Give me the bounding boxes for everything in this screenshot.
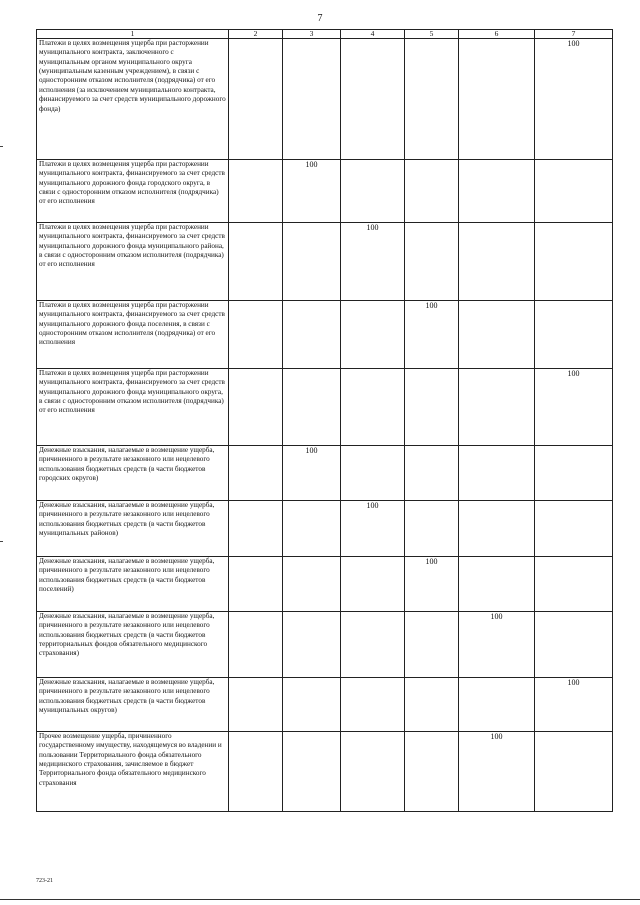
cell-col-7: 100 <box>535 369 613 446</box>
table-row <box>37 39 613 160</box>
cell-col-5 <box>405 160 459 223</box>
row-description: Денежные взыскания, налагаемые в возмещение ущерба, причиненного в результате незаконного или нецелевого использования бюджетных средств (в части бюджетов муниципальных округов) <box>37 678 229 732</box>
cell-col-5 <box>405 39 459 160</box>
row-description: Платежи в целях возмещения ущерба при расторжении муниципального контракта, финансируемого за счет средств муниципального дорожного фонда поселения, в связи с односторонним отказом исполнителя (подрядчика) от его исполнения <box>37 301 229 369</box>
cell-col-2 <box>229 369 283 446</box>
cell-col-6 <box>459 223 535 301</box>
cell-col-7 <box>535 160 613 223</box>
cell-col-3 <box>283 557 341 612</box>
cell-col-6 <box>459 446 535 501</box>
cell-col-2 <box>229 446 283 501</box>
cell-col-6 <box>459 557 535 612</box>
cell-col-4 <box>341 301 405 369</box>
cell-col-3 <box>283 732 341 812</box>
cell-col-4: 100 <box>341 501 405 557</box>
cell-col-4 <box>341 678 405 732</box>
row-description: Платежи в целях возмещения ущерба при расторжении муниципального контракта, заключенного с муниципальным органом муниципального округа (муниципальным казенным учреждением), в связи с односторонним отказом исполнителя (подрядчика) от его исполнения (за исключением муниципального контракта, финансируемого за счет средств муниципального дорожного фонда) <box>37 39 229 160</box>
cell-col-5 <box>405 446 459 501</box>
cell-col-5 <box>405 501 459 557</box>
page-number: 7 <box>317 13 323 24</box>
cell-col-7: 100 <box>535 678 613 732</box>
margin-tick <box>0 541 3 542</box>
cell-col-3: 100 <box>283 446 341 501</box>
cell-col-2 <box>229 501 283 557</box>
cell-col-5: 100 <box>405 301 459 369</box>
cell-col-5 <box>405 732 459 812</box>
cell-col-6 <box>459 369 535 446</box>
row-description: Прочее возмещение ущерба, причиненного государственному имуществу, находящемуся во владении и пользовании Территориального фонда обязательного медицинского страхования, зачисляемое в бюджет Территориального фонда обязательного медицинского страхования <box>37 732 229 812</box>
cell-col-2 <box>229 39 283 160</box>
cell-col-4 <box>341 557 405 612</box>
cell-col-5 <box>405 223 459 301</box>
column-header: 3 <box>283 30 341 39</box>
distribution-table <box>36 29 613 812</box>
cell-col-7 <box>535 501 613 557</box>
cell-col-2 <box>229 612 283 678</box>
cell-col-6 <box>459 301 535 369</box>
row-description: Денежные взыскания, налагаемые в возмещение ущерба, причиненного в результате незаконного или нецелевого использования бюджетных средств (в части бюджетов поселений) <box>37 557 229 612</box>
row-description: Денежные взыскания, налагаемые в возмещение ущерба, причиненного в результате незаконного или нецелевого использования бюджетных средств (в части бюджетов муниципальных районов) <box>37 501 229 557</box>
row-description: Денежные взыскания, налагаемые в возмещение ущерба, причиненного в результате незаконного или нецелевого использования бюджетных средств (в части бюджетов территориальных фондов обязательного медицинского страхования) <box>37 612 229 678</box>
cell-col-3 <box>283 301 341 369</box>
cell-col-6 <box>459 160 535 223</box>
table-row <box>37 446 613 501</box>
cell-col-3 <box>283 369 341 446</box>
table-row <box>37 160 613 223</box>
table-row <box>37 301 613 369</box>
cell-col-2 <box>229 557 283 612</box>
column-header: 7 <box>535 30 613 39</box>
cell-col-3 <box>283 678 341 732</box>
column-header: 4 <box>341 30 405 39</box>
column-header: 2 <box>229 30 283 39</box>
cell-col-3 <box>283 223 341 301</box>
cell-col-7: 100 <box>535 39 613 160</box>
row-description: Платежи в целях возмещения ущерба при расторжении муниципального контракта, финансируемого за счет средств муниципального дорожного фонда городского округа, в связи с односторонним отказом исполнителя (подрядчика) от его исполнения <box>37 160 229 223</box>
cell-col-7 <box>535 301 613 369</box>
cell-col-4 <box>341 369 405 446</box>
cell-col-6: 100 <box>459 732 535 812</box>
table-row <box>37 732 613 812</box>
table-row <box>37 369 613 446</box>
cell-col-6 <box>459 39 535 160</box>
row-description: Денежные взыскания, налагаемые в возмещение ущерба, причиненного в результате незаконного или нецелевого использования бюджетных средств (в части бюджетов городских округов) <box>37 446 229 501</box>
table-row <box>37 501 613 557</box>
cell-col-3 <box>283 501 341 557</box>
cell-col-2 <box>229 223 283 301</box>
table-row <box>37 557 613 612</box>
cell-col-3 <box>283 612 341 678</box>
row-description: Платежи в целях возмещения ущерба при расторжении муниципального контракта, финансируемого за счет средств муниципального дорожного фонда муниципального района, в связи с односторонним отказом исполнителя (подрядчика) от его исполнения <box>37 223 229 301</box>
column-header: 1 <box>37 30 229 39</box>
cell-col-6: 100 <box>459 612 535 678</box>
cell-col-7 <box>535 223 613 301</box>
cell-col-7 <box>535 446 613 501</box>
table-header-row <box>37 30 613 39</box>
cell-col-5 <box>405 678 459 732</box>
cell-col-5 <box>405 369 459 446</box>
cell-col-7 <box>535 612 613 678</box>
table-row <box>37 223 613 301</box>
table-row <box>37 612 613 678</box>
table-row <box>37 678 613 732</box>
cell-col-4 <box>341 732 405 812</box>
cell-col-2 <box>229 301 283 369</box>
cell-col-3 <box>283 39 341 160</box>
column-header: 5 <box>405 30 459 39</box>
cell-col-4 <box>341 446 405 501</box>
cell-col-2 <box>229 160 283 223</box>
margin-tick <box>0 146 3 147</box>
cell-col-2 <box>229 732 283 812</box>
cell-col-4: 100 <box>341 223 405 301</box>
cell-col-7 <box>535 732 613 812</box>
cell-col-5: 100 <box>405 557 459 612</box>
cell-col-6 <box>459 501 535 557</box>
footer-document-code: 723-21 <box>36 878 53 884</box>
cell-col-3: 100 <box>283 160 341 223</box>
row-description: Платежи в целях возмещения ущерба при расторжении муниципального контракта, финансируемого за счет средств муниципального дорожного фонда муниципального округа, в связи с односторонним отказом исполнителя (подрядчика) от его исполнения <box>37 369 229 446</box>
bottom-scan-edge <box>0 899 640 900</box>
cell-col-2 <box>229 678 283 732</box>
cell-col-4 <box>341 39 405 160</box>
cell-col-7 <box>535 557 613 612</box>
cell-col-4 <box>341 160 405 223</box>
cell-col-4 <box>341 612 405 678</box>
column-header: 6 <box>459 30 535 39</box>
cell-col-5 <box>405 612 459 678</box>
cell-col-6 <box>459 678 535 732</box>
